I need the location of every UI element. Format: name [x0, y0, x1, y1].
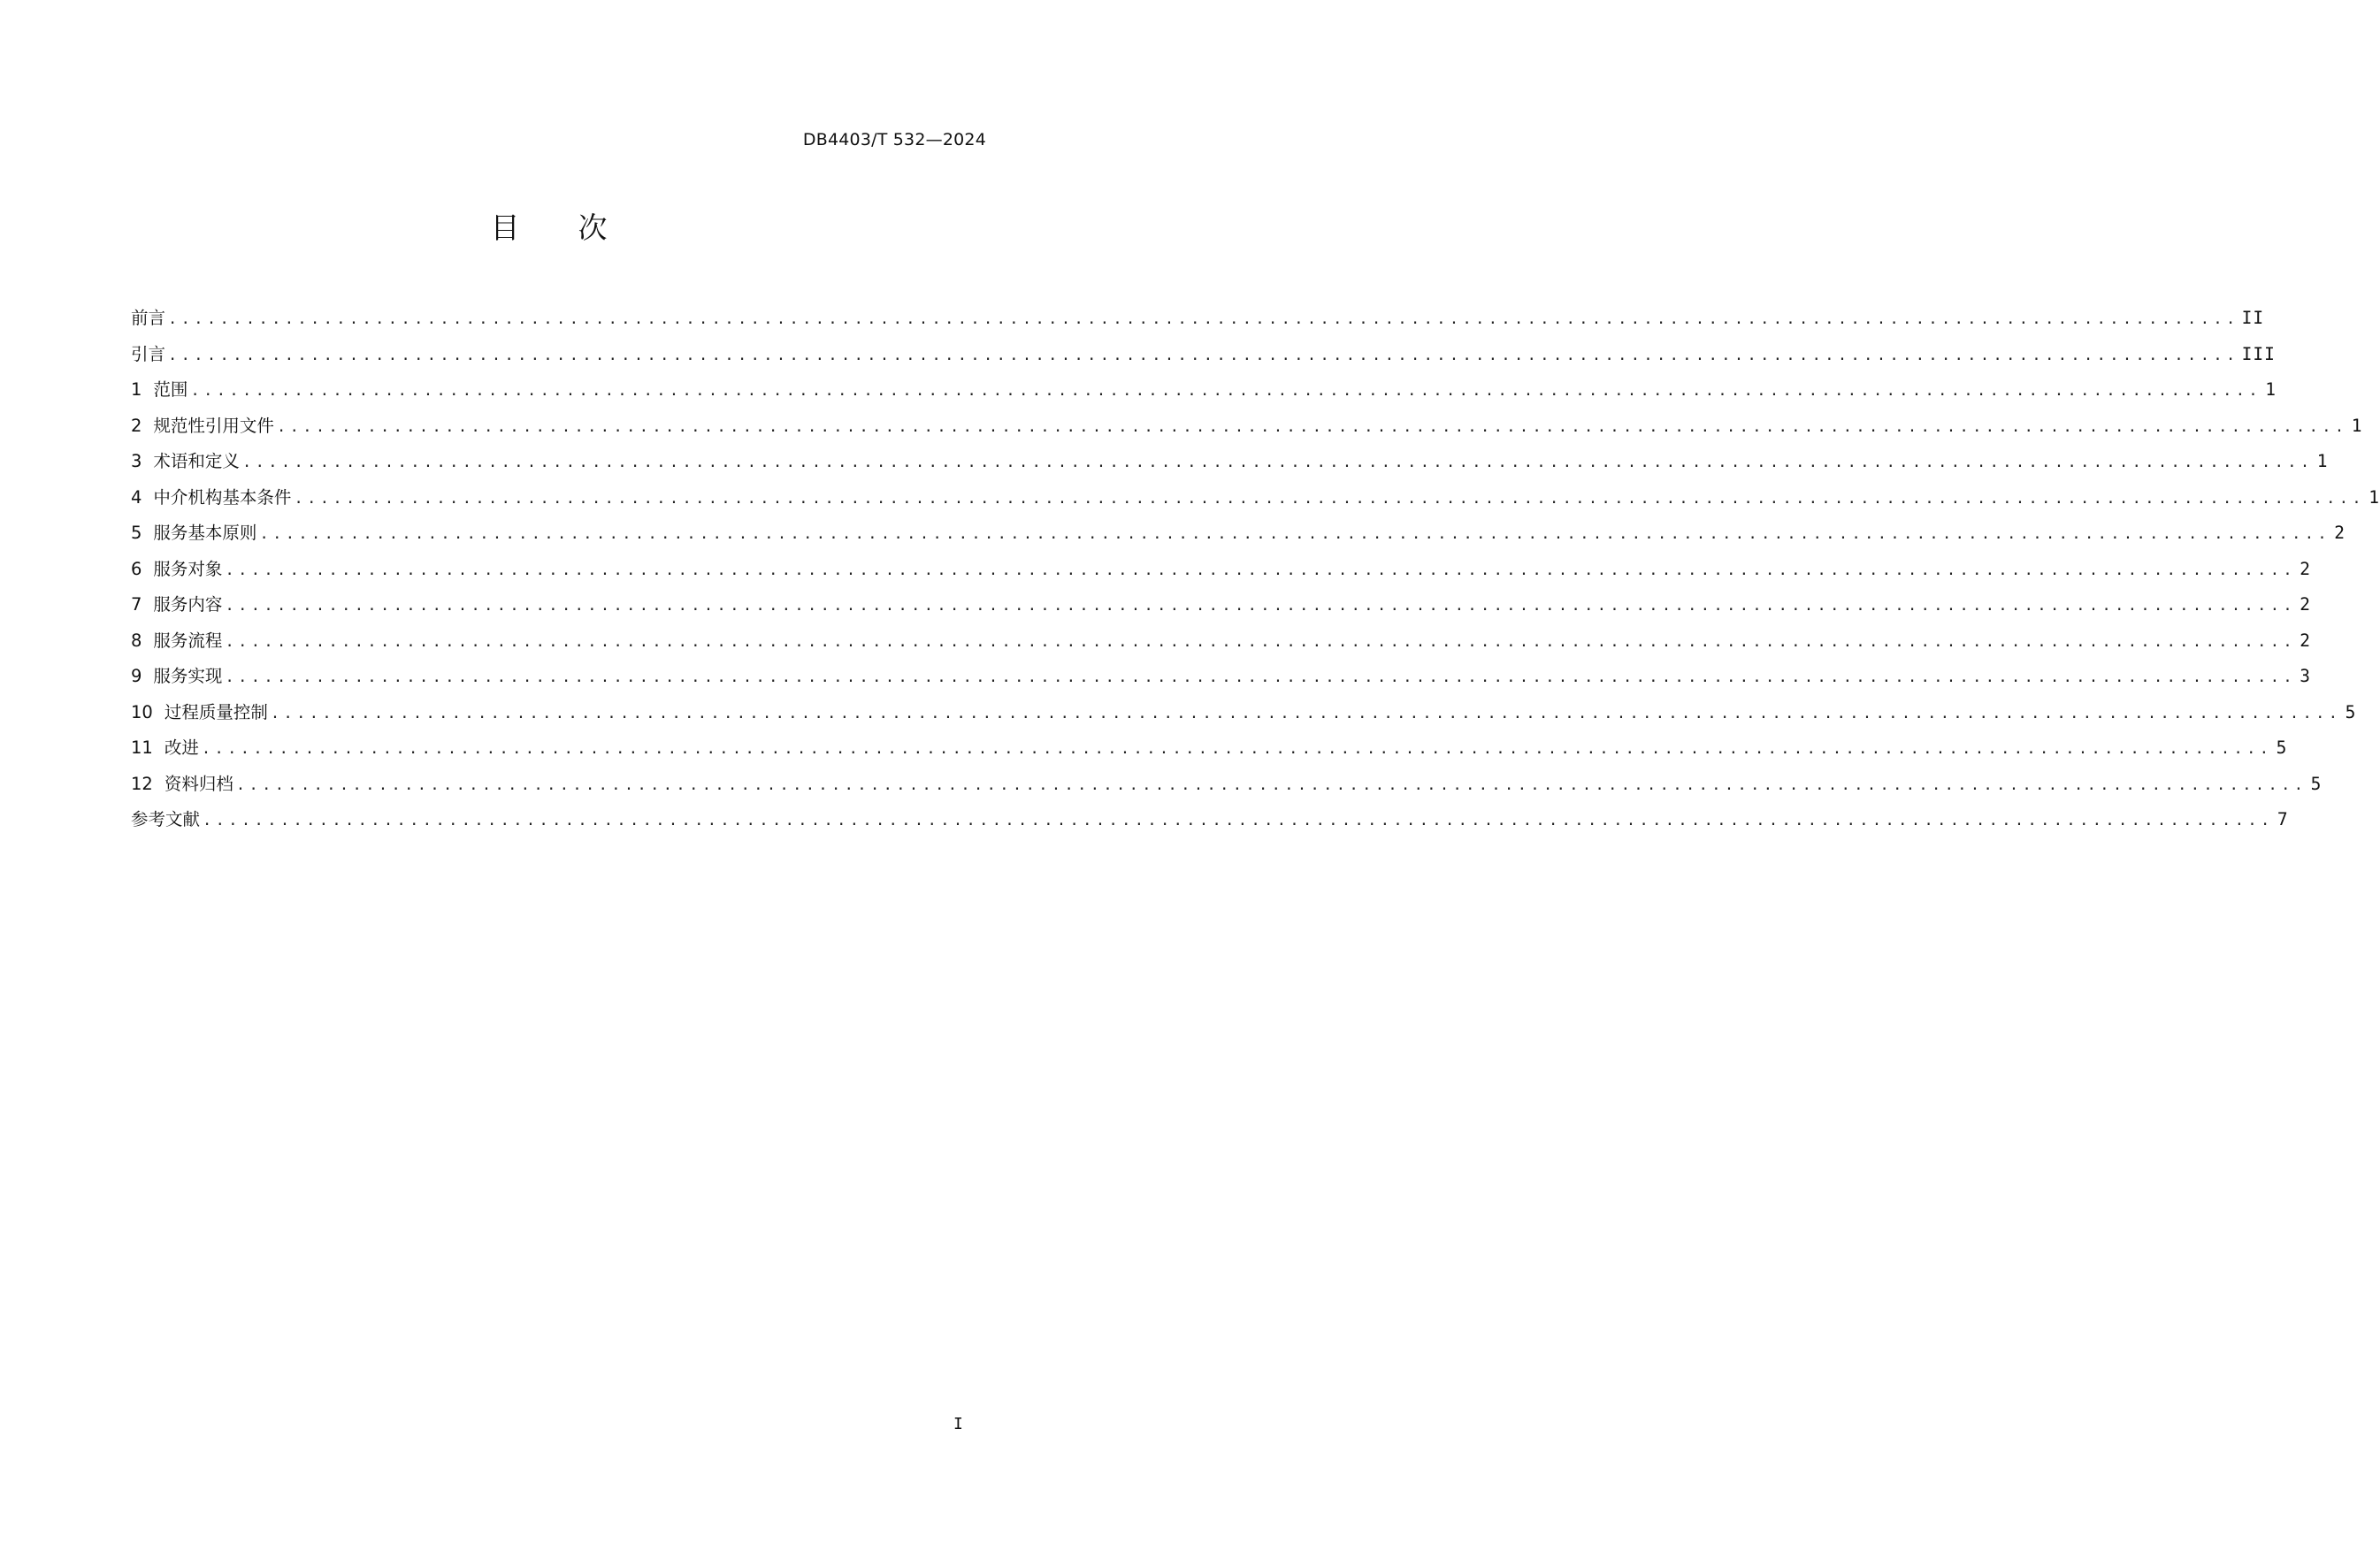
title-char-1: 目: [490, 210, 520, 245]
toc-entry[interactable]: [131, 730, 2288, 767]
toc-entry[interactable]: [131, 552, 2312, 588]
toc-entry[interactable]: [131, 301, 2265, 337]
toc-leader-dots: ................................................................................................................................................................: [235, 776, 2307, 794]
toc-entry-page: 2: [2300, 558, 2312, 579]
toc-entry-label: 服务实现: [153, 666, 223, 686]
toc-entry-label: 改进: [164, 737, 199, 758]
toc-leader-dots: ................................................................................................................................................................: [225, 561, 2297, 579]
toc-leader-dots: ................................................................................................................................................................: [225, 669, 2297, 686]
toc-entry[interactable]: [131, 659, 2312, 695]
page-title: [0, 210, 1098, 246]
toc-leader-dots: ................................................................................................................................................................: [201, 740, 2273, 758]
toc-entry-page: III: [2241, 343, 2276, 364]
toc-entry[interactable]: [131, 409, 2363, 445]
toc-entry-number: 2: [131, 415, 142, 436]
toc-leader-dots: ................................................................................................................................................................: [225, 632, 2297, 651]
toc-entry-number: 11: [131, 737, 153, 758]
toc-leader-dots: ................................................................................................................................................................: [203, 812, 2274, 829]
toc-entry-label: 参考文献: [131, 809, 201, 829]
toc-entry-number: 8: [131, 630, 142, 651]
toc-entry-page: 2: [2334, 523, 2346, 543]
toc-entry-page: 1: [2316, 451, 2329, 471]
toc-entry-number: 3: [131, 451, 142, 471]
toc-entry-number: 4: [131, 486, 142, 508]
toc-entry-number: 6: [131, 558, 142, 579]
toc-leader-dots: ................................................................................................................................................................: [225, 597, 2297, 615]
toc-entry[interactable]: [131, 337, 2276, 373]
toc-entry-page: 3: [2300, 666, 2312, 686]
toc-entry-label: 过程质量控制: [164, 701, 268, 722]
toc-entry[interactable]: [131, 372, 2277, 409]
table-of-contents: [131, 301, 2380, 838]
toc-entry[interactable]: [131, 480, 2380, 516]
toc-entry-page: 5: [2345, 701, 2357, 722]
toc-leader-dots: ................................................................................................................................................................: [168, 310, 2239, 328]
toc-entry-label: 规范性引用文件: [153, 415, 274, 436]
toc-entry[interactable]: [131, 623, 2312, 660]
toc-leader-dots: ................................................................................................................................................................: [168, 346, 2239, 364]
toc-entry-page: 5: [2310, 773, 2323, 794]
toc-entry[interactable]: [131, 767, 2323, 803]
toc-entry-label: 资料归档: [164, 773, 233, 794]
toc-entry-label: 服务对象: [153, 558, 223, 579]
page-number: I: [953, 1415, 963, 1433]
toc-leader-dots: ................................................................................................................................................................: [294, 489, 2366, 508]
toc-entry[interactable]: [131, 444, 2329, 480]
toc-entry-label: 服务基本原则: [153, 523, 257, 543]
title-char-2: 次: [578, 210, 608, 245]
toc-entry-number: 7: [131, 594, 142, 615]
toc-entry-page: 1: [2369, 486, 2380, 508]
toc-entry-number: 9: [131, 666, 142, 686]
toc-entry-number: 1: [131, 379, 142, 400]
toc-entry-label: 服务流程: [153, 630, 223, 651]
toc-leader-dots: ................................................................................................................................................................: [259, 525, 2331, 543]
toc-entry[interactable]: [131, 695, 2357, 731]
toc-entry-page: 1: [2265, 379, 2277, 400]
toc-entry-page: 2: [2300, 594, 2312, 615]
toc-entry-label: 中介机构基本条件: [153, 486, 292, 508]
toc-entry-number: 10: [131, 701, 153, 722]
toc-entry[interactable]: [131, 802, 2289, 838]
toc-entry-number: 12: [131, 773, 153, 794]
toc-entry-page: 2: [2300, 630, 2312, 651]
toc-entry-label: 术语和定义: [153, 451, 240, 471]
toc-entry-label: 服务内容: [153, 594, 223, 615]
toc-entry-label: 范围: [153, 379, 188, 400]
toc-entry-page: 5: [2276, 737, 2288, 758]
toc-entry-page: 1: [2351, 415, 2363, 436]
toc-leader-dots: ................................................................................................................................................................: [276, 417, 2348, 436]
toc-entry-label: 前言: [131, 308, 166, 328]
toc-entry[interactable]: [131, 516, 2346, 552]
toc-entry-number: 5: [131, 523, 142, 543]
toc-entry-page: 7: [2277, 809, 2289, 829]
toc-entry-page: II: [2241, 308, 2265, 328]
toc-entry[interactable]: [131, 587, 2312, 623]
toc-leader-dots: ................................................................................................................................................................: [190, 382, 2262, 400]
toc-leader-dots: ................................................................................................................................................................: [270, 704, 2342, 722]
toc-leader-dots: ................................................................................................................................................................: [241, 454, 2314, 471]
standard-code: DB4403/T 532—2024: [802, 130, 986, 149]
toc-entry-label: 引言: [131, 343, 166, 364]
